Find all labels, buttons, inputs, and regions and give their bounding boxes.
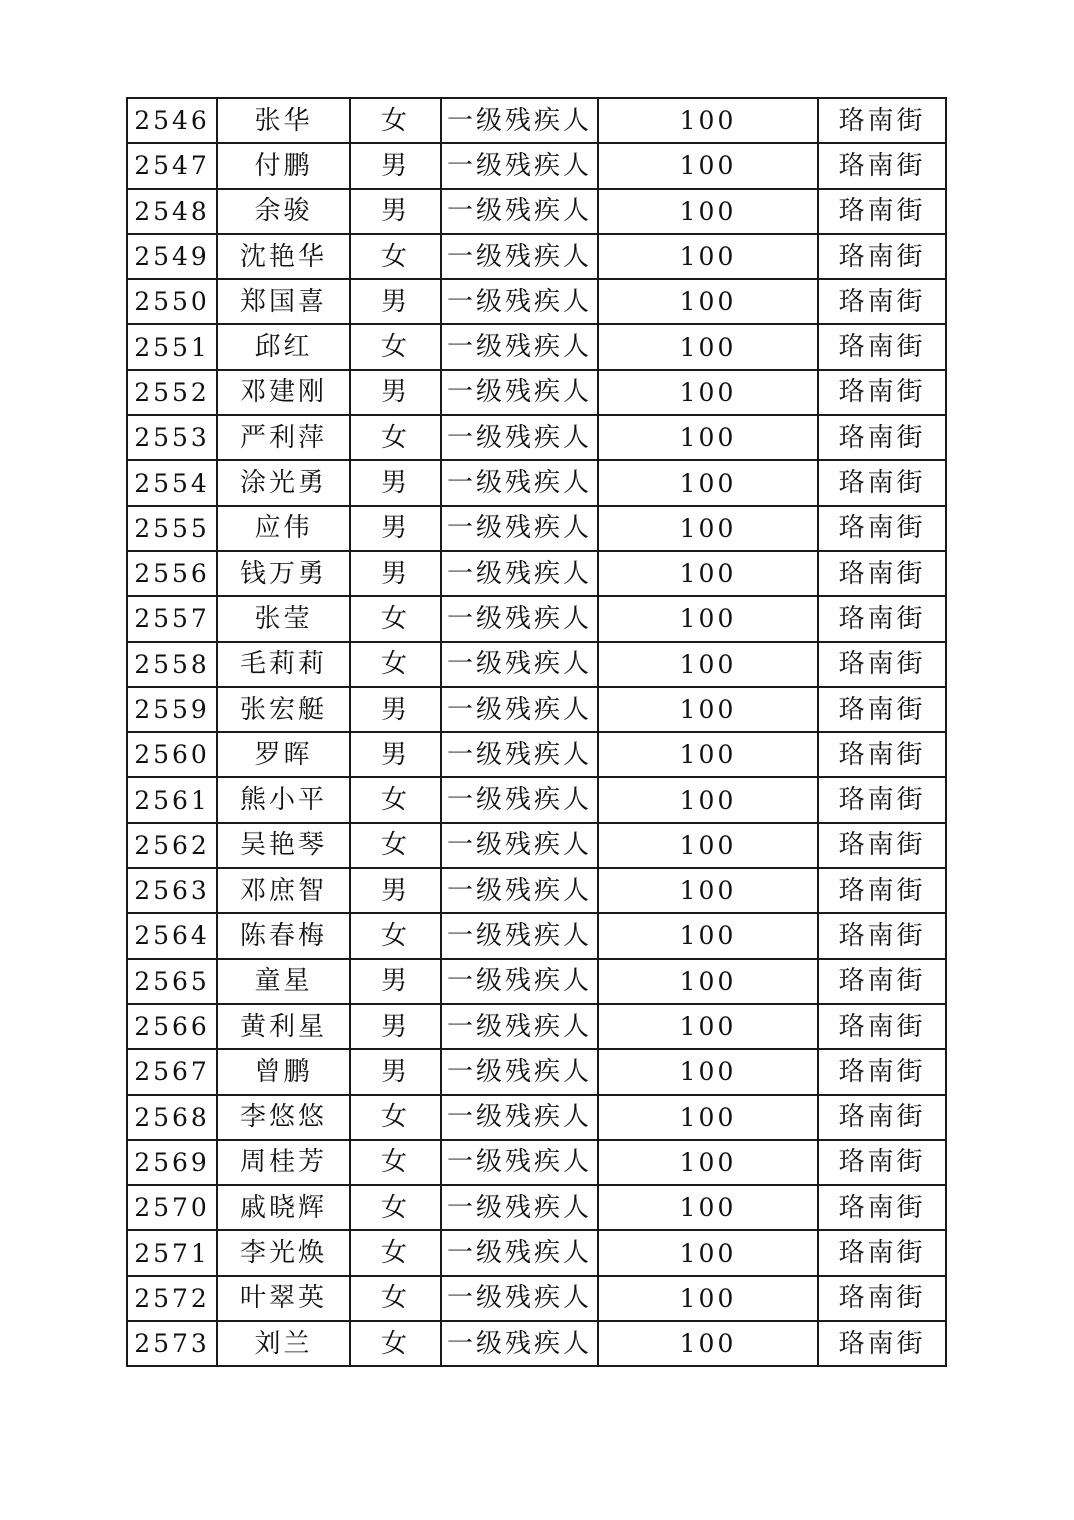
table-row bbox=[127, 777, 946, 822]
street-cell: 珞南街 bbox=[818, 143, 946, 188]
gender-cell: 女 bbox=[350, 777, 441, 822]
name-cell: 熊小平 bbox=[217, 777, 350, 822]
category-cell: 一级残疾人 bbox=[441, 460, 598, 505]
row-number-cell: 2557 bbox=[127, 596, 217, 641]
row-number-cell: 2556 bbox=[127, 551, 217, 596]
table-row bbox=[127, 415, 946, 460]
name-cell: 沈艳华 bbox=[217, 234, 350, 279]
gender-cell: 女 bbox=[350, 324, 441, 369]
row-number-cell: 2555 bbox=[127, 506, 217, 551]
category-cell: 一级残疾人 bbox=[441, 189, 598, 234]
gender-cell: 男 bbox=[350, 959, 441, 1004]
table-row bbox=[127, 1095, 946, 1140]
name-cell: 罗晖 bbox=[217, 732, 350, 777]
street-cell: 珞南街 bbox=[818, 98, 946, 143]
category-cell: 一级残疾人 bbox=[441, 1321, 598, 1366]
row-number-cell: 2572 bbox=[127, 1276, 217, 1321]
category-cell: 一级残疾人 bbox=[441, 234, 598, 279]
gender-cell: 男 bbox=[350, 279, 441, 324]
gender-cell: 女 bbox=[350, 415, 441, 460]
table-row bbox=[127, 1185, 946, 1230]
table-row bbox=[127, 642, 946, 687]
street-cell: 珞南街 bbox=[818, 1004, 946, 1049]
amount-cell: 100 bbox=[598, 460, 818, 505]
name-cell: 严利萍 bbox=[217, 415, 350, 460]
category-cell: 一级残疾人 bbox=[441, 687, 598, 732]
name-cell: 刘兰 bbox=[217, 1321, 350, 1366]
row-number-cell: 2548 bbox=[127, 189, 217, 234]
table-row bbox=[127, 370, 946, 415]
gender-cell: 男 bbox=[350, 143, 441, 188]
amount-cell: 100 bbox=[598, 189, 818, 234]
gender-cell: 女 bbox=[350, 596, 441, 641]
table-row bbox=[127, 460, 946, 505]
street-cell: 珞南街 bbox=[818, 959, 946, 1004]
street-cell: 珞南街 bbox=[818, 1095, 946, 1140]
row-number-cell: 2549 bbox=[127, 234, 217, 279]
amount-cell: 100 bbox=[598, 1004, 818, 1049]
category-cell: 一级残疾人 bbox=[441, 732, 598, 777]
name-cell: 付鹏 bbox=[217, 143, 350, 188]
category-cell: 一级残疾人 bbox=[441, 506, 598, 551]
gender-cell: 女 bbox=[350, 913, 441, 958]
table-row bbox=[127, 1321, 946, 1366]
amount-cell: 100 bbox=[598, 959, 818, 1004]
category-cell: 一级残疾人 bbox=[441, 551, 598, 596]
gender-cell: 女 bbox=[350, 1185, 441, 1230]
gender-cell: 男 bbox=[350, 460, 441, 505]
street-cell: 珞南街 bbox=[818, 1140, 946, 1185]
row-number-cell: 2553 bbox=[127, 415, 217, 460]
street-cell: 珞南街 bbox=[818, 687, 946, 732]
name-cell: 余骏 bbox=[217, 189, 350, 234]
amount-cell: 100 bbox=[598, 279, 818, 324]
street-cell: 珞南街 bbox=[818, 234, 946, 279]
table-row bbox=[127, 687, 946, 732]
category-cell: 一级残疾人 bbox=[441, 1095, 598, 1140]
category-cell: 一级残疾人 bbox=[441, 1230, 598, 1275]
row-number-cell: 2550 bbox=[127, 279, 217, 324]
row-number-cell: 2547 bbox=[127, 143, 217, 188]
street-cell: 珞南街 bbox=[818, 868, 946, 913]
amount-cell: 100 bbox=[598, 642, 818, 687]
amount-cell: 100 bbox=[598, 1049, 818, 1094]
row-number-cell: 2561 bbox=[127, 777, 217, 822]
table-row bbox=[127, 234, 946, 279]
street-cell: 珞南街 bbox=[818, 642, 946, 687]
name-cell: 叶翠英 bbox=[217, 1276, 350, 1321]
street-cell: 珞南街 bbox=[818, 189, 946, 234]
category-cell: 一级残疾人 bbox=[441, 642, 598, 687]
category-cell: 一级残疾人 bbox=[441, 370, 598, 415]
street-cell: 珞南街 bbox=[818, 777, 946, 822]
name-cell: 周桂芳 bbox=[217, 1140, 350, 1185]
street-cell: 珞南街 bbox=[818, 913, 946, 958]
street-cell: 珞南街 bbox=[818, 1321, 946, 1366]
category-cell: 一级残疾人 bbox=[441, 1185, 598, 1230]
name-cell: 张莹 bbox=[217, 596, 350, 641]
street-cell: 珞南街 bbox=[818, 324, 946, 369]
amount-cell: 100 bbox=[598, 143, 818, 188]
name-cell: 邓建刚 bbox=[217, 370, 350, 415]
name-cell: 李悠悠 bbox=[217, 1095, 350, 1140]
gender-cell: 女 bbox=[350, 1276, 441, 1321]
amount-cell: 100 bbox=[598, 913, 818, 958]
category-cell: 一级残疾人 bbox=[441, 868, 598, 913]
category-cell: 一级残疾人 bbox=[441, 98, 598, 143]
street-cell: 珞南街 bbox=[818, 415, 946, 460]
category-cell: 一级残疾人 bbox=[441, 823, 598, 868]
table-row bbox=[127, 868, 946, 913]
category-cell: 一级残疾人 bbox=[441, 1004, 598, 1049]
row-number-cell: 2570 bbox=[127, 1185, 217, 1230]
gender-cell: 女 bbox=[350, 1321, 441, 1366]
name-cell: 郑国喜 bbox=[217, 279, 350, 324]
row-number-cell: 2568 bbox=[127, 1095, 217, 1140]
street-cell: 珞南街 bbox=[818, 1230, 946, 1275]
table-row bbox=[127, 279, 946, 324]
gender-cell: 男 bbox=[350, 370, 441, 415]
amount-cell: 100 bbox=[598, 1185, 818, 1230]
name-cell: 童星 bbox=[217, 959, 350, 1004]
amount-cell: 100 bbox=[598, 1321, 818, 1366]
amount-cell: 100 bbox=[598, 234, 818, 279]
table-body bbox=[127, 98, 946, 1366]
row-number-cell: 2564 bbox=[127, 913, 217, 958]
amount-cell: 100 bbox=[598, 596, 818, 641]
amount-cell: 100 bbox=[598, 1276, 818, 1321]
amount-cell: 100 bbox=[598, 1230, 818, 1275]
table-row bbox=[127, 959, 946, 1004]
name-cell: 邱红 bbox=[217, 324, 350, 369]
name-cell: 曾鹏 bbox=[217, 1049, 350, 1094]
category-cell: 一级残疾人 bbox=[441, 415, 598, 460]
gender-cell: 女 bbox=[350, 642, 441, 687]
amount-cell: 100 bbox=[598, 1140, 818, 1185]
table-row bbox=[127, 1049, 946, 1094]
gender-cell: 女 bbox=[350, 1230, 441, 1275]
amount-cell: 100 bbox=[598, 98, 818, 143]
table-row bbox=[127, 551, 946, 596]
name-cell: 张宏艇 bbox=[217, 687, 350, 732]
gender-cell: 男 bbox=[350, 551, 441, 596]
name-cell: 毛莉莉 bbox=[217, 642, 350, 687]
row-number-cell: 2558 bbox=[127, 642, 217, 687]
row-number-cell: 2566 bbox=[127, 1004, 217, 1049]
amount-cell: 100 bbox=[598, 551, 818, 596]
amount-cell: 100 bbox=[598, 506, 818, 551]
category-cell: 一级残疾人 bbox=[441, 959, 598, 1004]
disability-subsidy-table bbox=[126, 97, 947, 1367]
name-cell: 戚晓辉 bbox=[217, 1185, 350, 1230]
name-cell: 涂光勇 bbox=[217, 460, 350, 505]
gender-cell: 男 bbox=[350, 868, 441, 913]
street-cell: 珞南街 bbox=[818, 1276, 946, 1321]
row-number-cell: 2562 bbox=[127, 823, 217, 868]
row-number-cell: 2552 bbox=[127, 370, 217, 415]
name-cell: 黄利星 bbox=[217, 1004, 350, 1049]
street-cell: 珞南街 bbox=[818, 279, 946, 324]
row-number-cell: 2565 bbox=[127, 959, 217, 1004]
table-row bbox=[127, 324, 946, 369]
name-cell: 陈春梅 bbox=[217, 913, 350, 958]
amount-cell: 100 bbox=[598, 823, 818, 868]
gender-cell: 女 bbox=[350, 1140, 441, 1185]
street-cell: 珞南街 bbox=[818, 823, 946, 868]
gender-cell: 男 bbox=[350, 189, 441, 234]
row-number-cell: 2554 bbox=[127, 460, 217, 505]
table-row bbox=[127, 98, 946, 143]
row-number-cell: 2563 bbox=[127, 868, 217, 913]
category-cell: 一级残疾人 bbox=[441, 596, 598, 641]
table-row bbox=[127, 506, 946, 551]
street-cell: 珞南街 bbox=[818, 460, 946, 505]
street-cell: 珞南街 bbox=[818, 596, 946, 641]
table-row bbox=[127, 1140, 946, 1185]
gender-cell: 男 bbox=[350, 506, 441, 551]
gender-cell: 女 bbox=[350, 98, 441, 143]
amount-cell: 100 bbox=[598, 1095, 818, 1140]
category-cell: 一级残疾人 bbox=[441, 913, 598, 958]
table-row bbox=[127, 823, 946, 868]
category-cell: 一级残疾人 bbox=[441, 143, 598, 188]
street-cell: 珞南街 bbox=[818, 506, 946, 551]
row-number-cell: 2551 bbox=[127, 324, 217, 369]
category-cell: 一级残疾人 bbox=[441, 777, 598, 822]
category-cell: 一级残疾人 bbox=[441, 324, 598, 369]
amount-cell: 100 bbox=[598, 732, 818, 777]
table-row bbox=[127, 189, 946, 234]
table-row bbox=[127, 1276, 946, 1321]
street-cell: 珞南街 bbox=[818, 1185, 946, 1230]
row-number-cell: 2573 bbox=[127, 1321, 217, 1366]
row-number-cell: 2546 bbox=[127, 98, 217, 143]
amount-cell: 100 bbox=[598, 777, 818, 822]
row-number-cell: 2559 bbox=[127, 687, 217, 732]
amount-cell: 100 bbox=[598, 324, 818, 369]
table-row bbox=[127, 1004, 946, 1049]
street-cell: 珞南街 bbox=[818, 1049, 946, 1094]
category-cell: 一级残疾人 bbox=[441, 1049, 598, 1094]
category-cell: 一级残疾人 bbox=[441, 1276, 598, 1321]
gender-cell: 男 bbox=[350, 732, 441, 777]
gender-cell: 女 bbox=[350, 1095, 441, 1140]
table-row bbox=[127, 732, 946, 777]
gender-cell: 男 bbox=[350, 1049, 441, 1094]
gender-cell: 女 bbox=[350, 234, 441, 279]
gender-cell: 女 bbox=[350, 823, 441, 868]
table-row bbox=[127, 143, 946, 188]
row-number-cell: 2560 bbox=[127, 732, 217, 777]
gender-cell: 男 bbox=[350, 1004, 441, 1049]
row-number-cell: 2571 bbox=[127, 1230, 217, 1275]
street-cell: 珞南街 bbox=[818, 732, 946, 777]
gender-cell: 男 bbox=[350, 687, 441, 732]
amount-cell: 100 bbox=[598, 687, 818, 732]
street-cell: 珞南街 bbox=[818, 370, 946, 415]
name-cell: 李光焕 bbox=[217, 1230, 350, 1275]
table-row bbox=[127, 596, 946, 641]
name-cell: 张华 bbox=[217, 98, 350, 143]
amount-cell: 100 bbox=[598, 868, 818, 913]
name-cell: 邓庶智 bbox=[217, 868, 350, 913]
category-cell: 一级残疾人 bbox=[441, 1140, 598, 1185]
name-cell: 钱万勇 bbox=[217, 551, 350, 596]
row-number-cell: 2569 bbox=[127, 1140, 217, 1185]
street-cell: 珞南街 bbox=[818, 551, 946, 596]
row-number-cell: 2567 bbox=[127, 1049, 217, 1094]
category-cell: 一级残疾人 bbox=[441, 279, 598, 324]
name-cell: 吴艳琴 bbox=[217, 823, 350, 868]
table-row bbox=[127, 913, 946, 958]
amount-cell: 100 bbox=[598, 370, 818, 415]
amount-cell: 100 bbox=[598, 415, 818, 460]
table-row bbox=[127, 1230, 946, 1275]
name-cell: 应伟 bbox=[217, 506, 350, 551]
